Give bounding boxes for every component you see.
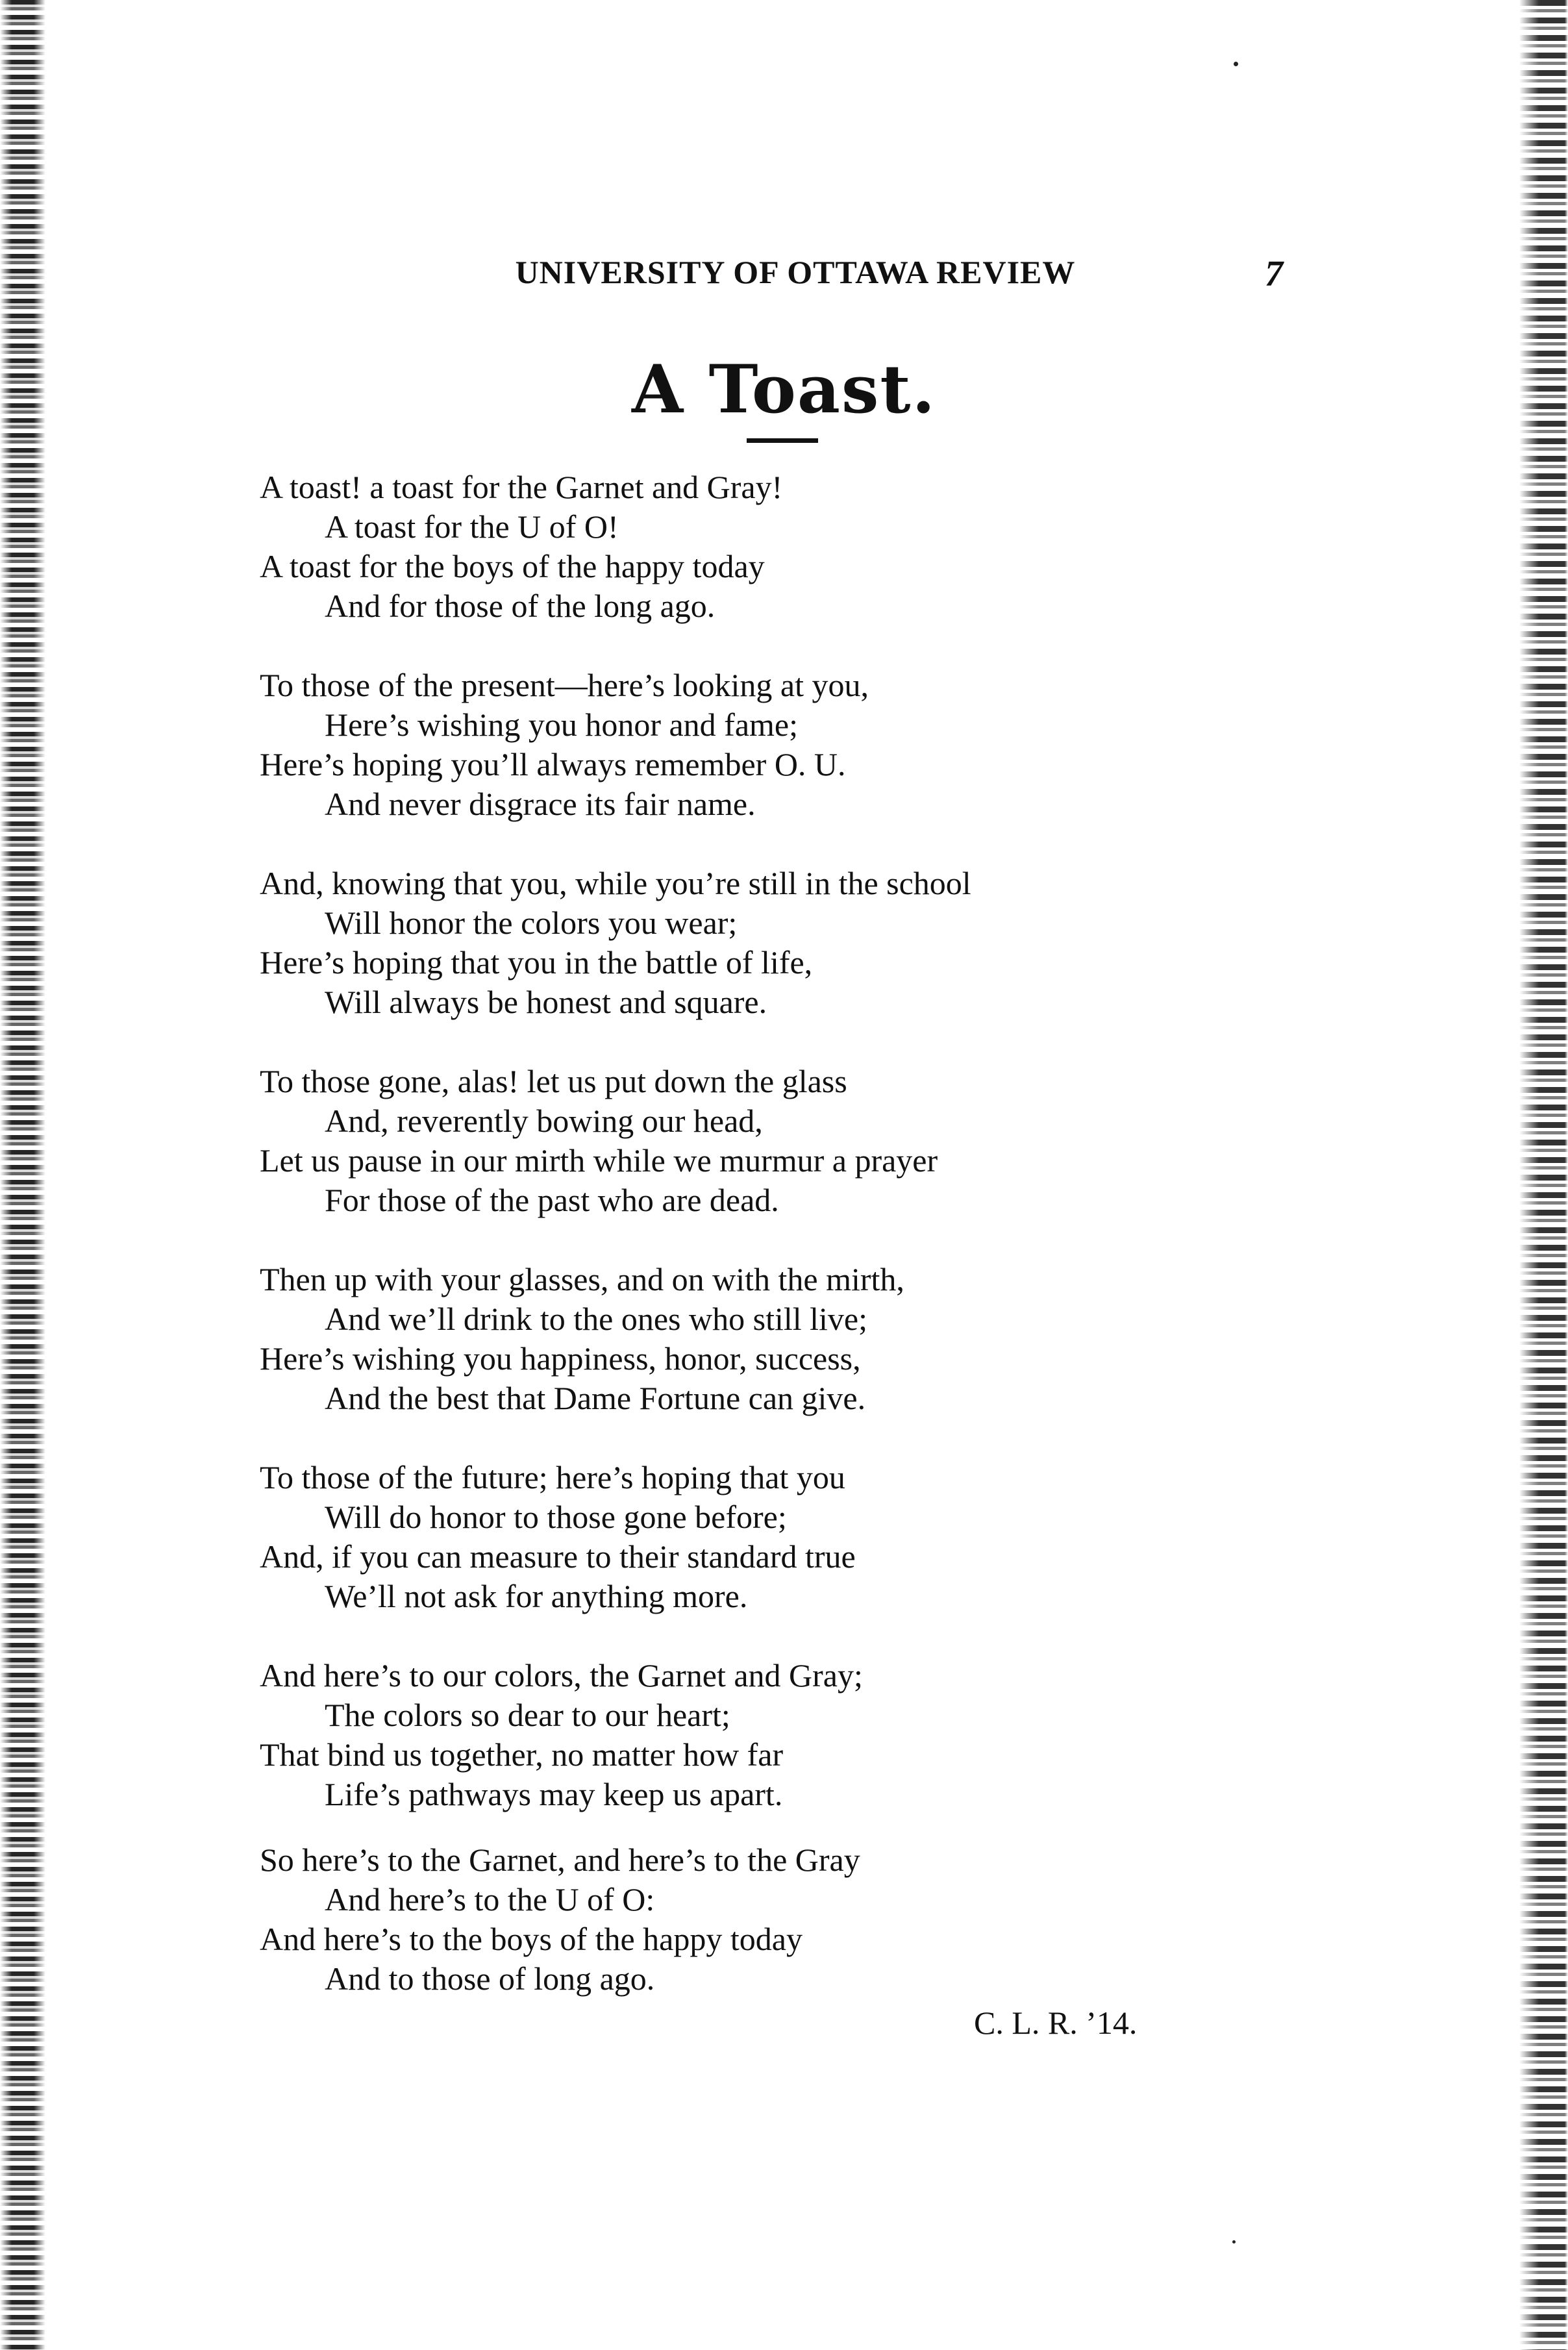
poem-line: To those of the future; here’s hoping that you xyxy=(260,1459,845,1495)
stanza-gap xyxy=(0,1814,1568,1840)
poem-line: A toast for the U of O! xyxy=(325,508,619,545)
poem-line: For those of the past who are dead. xyxy=(325,1182,779,1218)
stanza-gap xyxy=(0,1220,1568,1260)
poem-line: Here’s wishing you honor and fame; xyxy=(325,706,799,743)
page-header xyxy=(0,253,1568,299)
poem-line: And we’ll drink to the ones who still live; xyxy=(325,1301,868,1337)
stanza xyxy=(0,1260,1568,1418)
stanza-gap xyxy=(0,626,1568,666)
poem-title: A Toast. xyxy=(631,351,937,429)
poem-line: So here’s to the Garnet, and here’s to the Gray xyxy=(260,1842,860,1878)
stanza-gap xyxy=(0,1616,1568,1656)
stanza-gap xyxy=(0,1418,1568,1458)
poem-line: And for those of the long ago. xyxy=(325,588,716,624)
poem-line: Will honor the colors you wear; xyxy=(325,905,738,941)
author-signature: C. L. R. ’14. xyxy=(974,2005,1138,2041)
poem-line: Life’s pathways may keep us apart. xyxy=(325,1776,783,1812)
poem-line: That bind us together, no matter how far xyxy=(260,1736,784,1773)
page-number: 7 xyxy=(1265,254,1283,294)
poem-line: Will always be honest and square. xyxy=(325,984,767,1020)
stanza xyxy=(0,1062,1568,1220)
poem-line: And here’s to the U of O: xyxy=(325,1881,655,1918)
poem-line: And here’s to our colors, the Garnet and Gray; xyxy=(260,1657,863,1694)
title-rule xyxy=(747,438,818,443)
stanza xyxy=(0,1656,1568,1814)
poem-line: Let us pause in our mirth while we murmur a prayer xyxy=(260,1142,938,1179)
stanza xyxy=(0,1840,1568,1999)
stanza-gap xyxy=(0,824,1568,864)
poem-line: And never disgrace its fair name. xyxy=(325,786,756,822)
poem-line: Will do honor to those gone before; xyxy=(325,1499,787,1535)
poem-line: A toast for the boys of the happy today xyxy=(260,548,765,584)
poem-line: The colors so dear to our heart; xyxy=(325,1697,730,1733)
poem-line: Here’s hoping that you in the battle of life, xyxy=(260,944,813,981)
stanza xyxy=(0,666,1568,824)
poem-line: Here’s wishing you happiness, honor, success, xyxy=(260,1340,861,1377)
poem-line: A toast! a toast for the Garnet and Gray! xyxy=(260,469,783,505)
poem-line: To those of the present—here’s looking at you, xyxy=(260,667,869,703)
poem-line: And to those of long ago. xyxy=(325,1960,655,1997)
poem-body xyxy=(0,468,1568,1999)
scan-speck xyxy=(1232,2240,1236,2244)
stanza xyxy=(0,864,1568,1022)
poem-line: Then up with your glasses, and on with the mirth, xyxy=(260,1261,904,1297)
poem-line: And, knowing that you, while you’re still in the school xyxy=(260,865,971,901)
poem-line: Here’s hoping you’ll always remember O. U. xyxy=(260,746,846,782)
poem-line: And here’s to the boys of the happy today xyxy=(260,1921,803,1957)
poem-line: And, reverently bowing our head, xyxy=(325,1103,763,1139)
poem-line: We’ll not ask for anything more. xyxy=(325,1578,748,1614)
stanza xyxy=(0,1458,1568,1616)
poem-line: And, if you can measure to their standard true xyxy=(260,1538,856,1575)
scan-speck xyxy=(1234,62,1238,66)
stanza-gap xyxy=(0,1022,1568,1062)
stanza xyxy=(0,468,1568,626)
poem-line: To those gone, alas! let us put down the glass xyxy=(260,1063,847,1099)
poem-line: And the best that Dame Fortune can give. xyxy=(325,1380,866,1416)
running-title: UNIVERSITY OF OTTAWA REVIEW xyxy=(515,254,1076,290)
